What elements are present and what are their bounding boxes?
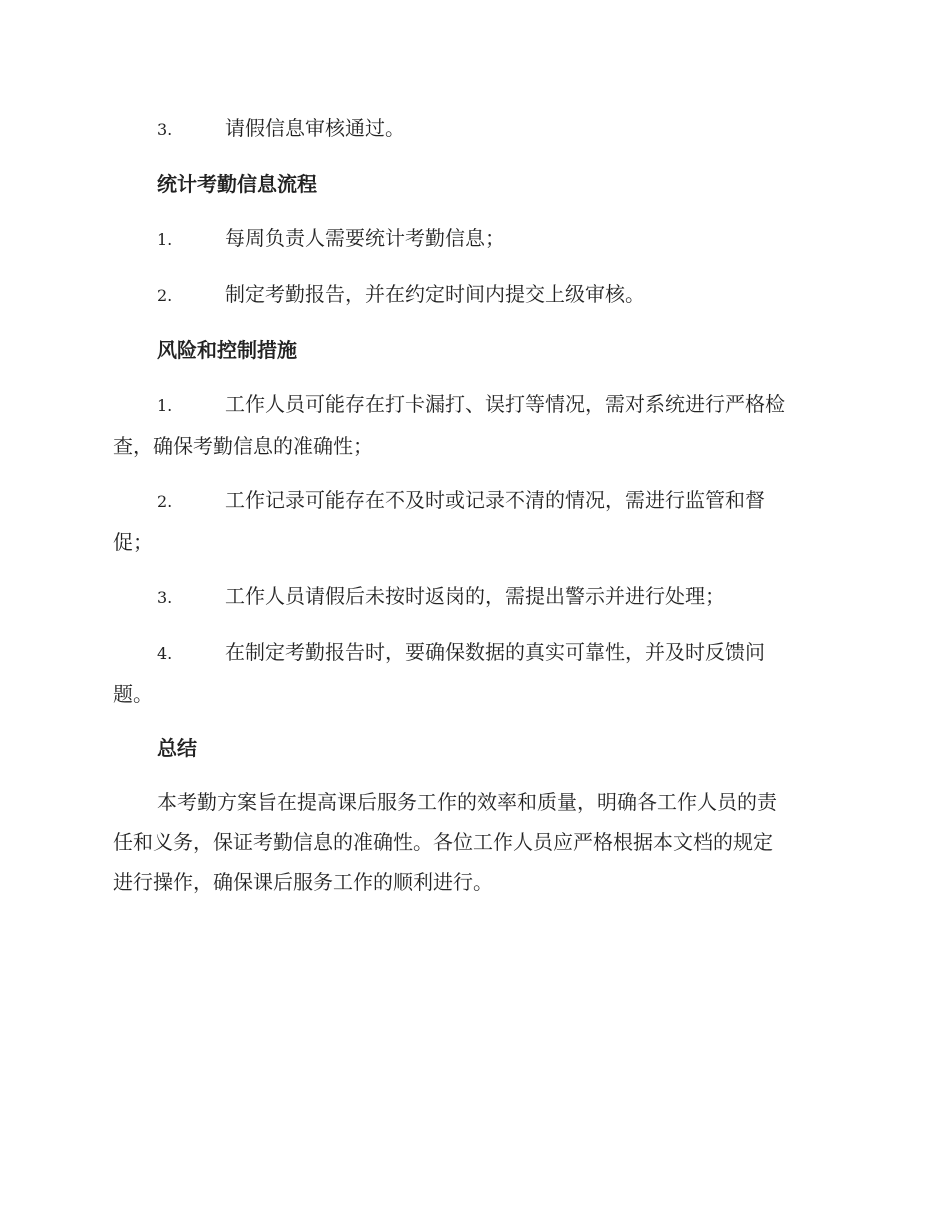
list-item <box>113 576 835 618</box>
paragraph-line: 进行操作，确保课后服务工作的顺利进行。 <box>113 870 493 894</box>
list-item <box>113 274 835 316</box>
summary-paragraph <box>113 782 835 902</box>
list-number: 3. <box>157 120 173 139</box>
list-text-continuation: 题。 <box>113 682 153 706</box>
list-number: 1. <box>157 230 173 249</box>
list-number: 2. <box>157 492 173 511</box>
list-text: 每周负责人需要统计考勤信息； <box>225 226 505 250</box>
list-text: 工作人员可能存在打卡漏打、误打等情况，需对系统进行严格检 <box>225 392 785 416</box>
list-text-continuation: 促； <box>113 530 153 554</box>
document-content <box>113 108 835 902</box>
list-text-continuation: 查，确保考勤信息的准确性； <box>113 434 373 458</box>
list-text: 制定考勤报告，并在约定时间内提交上级审核。 <box>225 282 645 306</box>
section-heading-attendance-statistics: 统计考勤信息流程 <box>157 172 317 196</box>
list-number: 3. <box>157 588 173 607</box>
list-item <box>113 108 835 150</box>
list-text: 工作人员请假后未按时返岗的，需提出警示并进行处理； <box>225 584 725 608</box>
list-text: 工作记录可能存在不及时或记录不清的情况，需进行监管和督 <box>225 488 765 512</box>
list-number: 2. <box>157 286 173 305</box>
paragraph-line: 本考勤方案旨在提高课后服务工作的效率和质量，明确各工作人员的责 <box>157 790 777 814</box>
list-item <box>113 218 835 260</box>
list-text: 在制定考勤报告时，要确保数据的真实可靠性，并及时反馈问 <box>225 640 765 664</box>
list-item <box>113 632 835 714</box>
paragraph-line: 任和义务，保证考勤信息的准确性。各位工作人员应严格根据本文档的规定 <box>113 830 773 854</box>
list-text: 请假信息审核通过。 <box>225 116 405 140</box>
section-heading-risk-control: 风险和控制措施 <box>157 338 297 362</box>
list-number: 4. <box>157 644 173 663</box>
list-item <box>113 384 835 466</box>
section-heading-summary: 总结 <box>157 736 197 760</box>
list-number: 1. <box>157 396 173 415</box>
list-item <box>113 480 835 562</box>
